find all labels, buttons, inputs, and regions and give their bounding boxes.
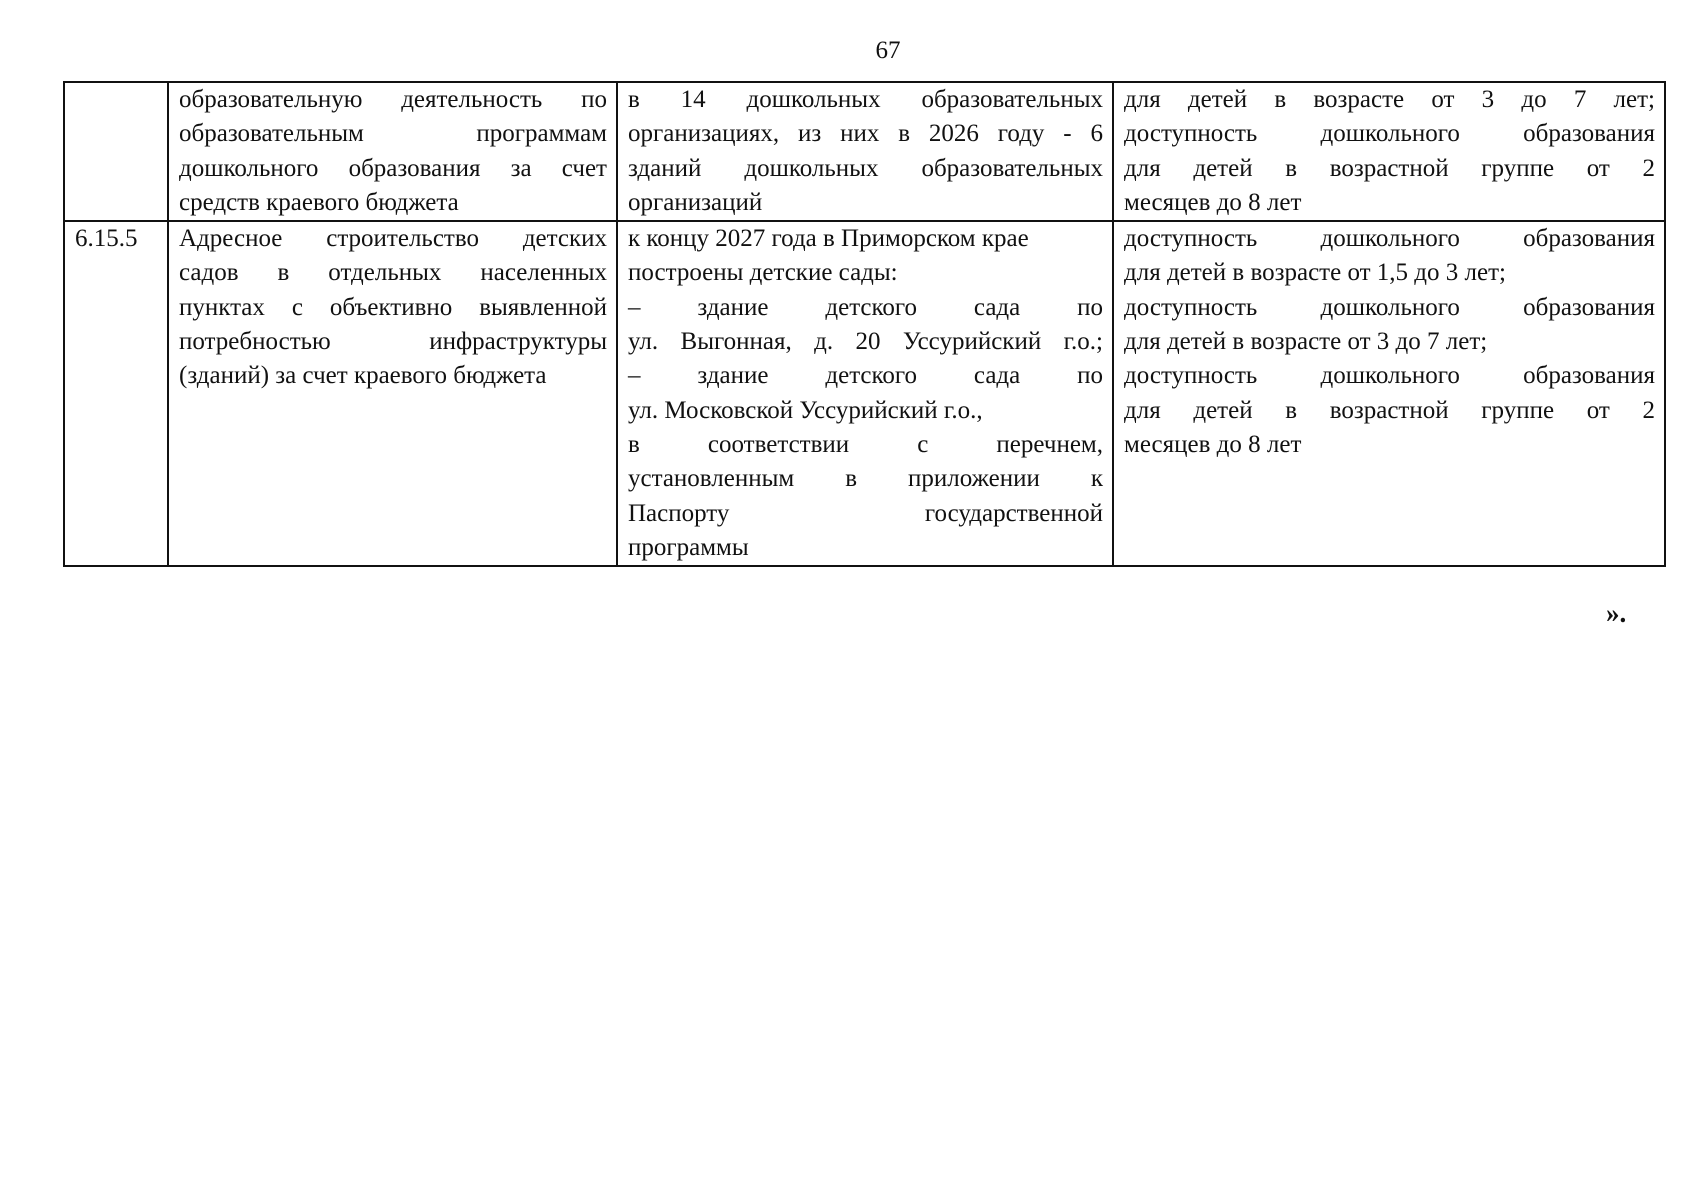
text-line: средств краевого бюджета xyxy=(179,188,459,216)
text-line: дошкольного образования за счет xyxy=(179,154,607,182)
text-line: для детей в возрасте от 3 до 7 лет; xyxy=(1124,328,1488,356)
text-line: к концу 2027 года в Приморском крае xyxy=(628,225,1029,253)
text-line: садов в отдельных населенных xyxy=(179,259,607,287)
text-line: пунктах с объективно выявленной xyxy=(179,293,607,321)
text-line: для детей в возрастной группе от 2 xyxy=(1124,396,1655,424)
text-line: – здание детского сада по xyxy=(628,293,1103,321)
text-line: (зданий) за счет краевого бюджета xyxy=(179,362,547,390)
indicator-cell xyxy=(1113,221,1665,566)
text-line: образовательную деятельность по xyxy=(179,86,607,113)
measure-name-cell xyxy=(168,221,617,566)
text-line: ул. Выгонная, д. 20 Уссурийский г.о.; xyxy=(628,328,1103,356)
expected-result-cell xyxy=(617,221,1113,566)
text-line: в 14 дошкольных образовательных xyxy=(628,86,1103,113)
text-line: доступность дошкольного образования xyxy=(1124,293,1655,321)
table-row xyxy=(64,82,1665,221)
text-line: доступность дошкольного образования xyxy=(1124,120,1655,148)
closing-quote-mark: ». xyxy=(1606,598,1627,628)
text-line: установленным в приложении к xyxy=(628,465,1103,493)
text-line: зданий дошкольных образовательных xyxy=(628,154,1103,182)
text-line: ул. Московской Уссурийский г.о., xyxy=(628,396,983,424)
text-line: – здание детского сада по xyxy=(628,362,1103,390)
text-line: доступность дошкольного образования xyxy=(1124,362,1655,390)
text-line: построены детские сады: xyxy=(628,259,898,287)
text-line: доступность дошкольного образования xyxy=(1124,225,1655,253)
row-number-cell: 6.15.5 xyxy=(64,221,168,566)
text-line: в соответствии с перечнем, xyxy=(628,430,1103,458)
program-measures-table xyxy=(63,81,1666,567)
text-line: образовательным программам xyxy=(179,120,607,148)
text-line: для детей в возрасте от 3 до 7 лет; xyxy=(1124,86,1655,113)
text-line: организаций xyxy=(628,188,763,216)
text-line: организациях, из них в 2026 году - 6 xyxy=(628,120,1103,148)
text-line: месяцев до 8 лет xyxy=(1124,430,1302,458)
text-line: потребностью инфраструктуры xyxy=(179,328,607,356)
text-line: для детей в возрасте от 1,5 до 3 лет; xyxy=(1124,259,1506,287)
text-line: Паспорту государственной xyxy=(628,499,1103,527)
text-line: Адресное строительство детских xyxy=(179,225,607,253)
page-number: 67 xyxy=(875,37,901,64)
indicator-cell xyxy=(1113,82,1665,221)
expected-result-cell xyxy=(617,82,1113,221)
text-line: для детей в возрастной группе от 2 xyxy=(1124,154,1655,182)
text-line: программы xyxy=(628,533,749,561)
text-line: месяцев до 8 лет xyxy=(1124,188,1302,216)
measure-name-cell xyxy=(168,82,617,221)
row-number-cell xyxy=(64,82,168,221)
table-row xyxy=(64,221,1665,566)
